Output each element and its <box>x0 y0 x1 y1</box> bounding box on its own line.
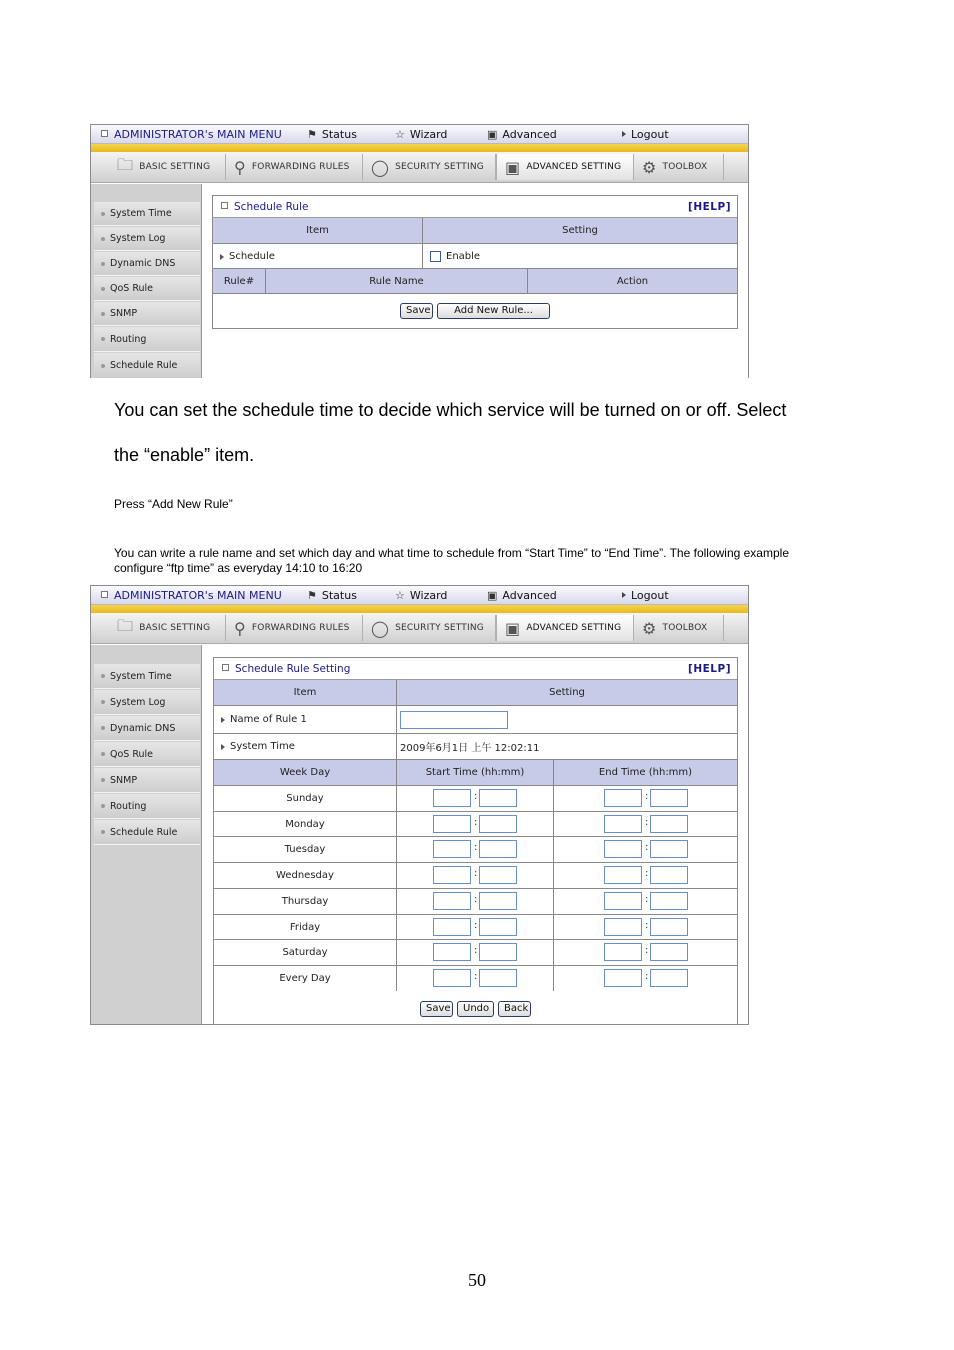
time-separator: : <box>474 945 478 956</box>
end-minute-input[interactable] <box>650 918 688 936</box>
status-link[interactable]: ⚑ Status <box>307 589 357 602</box>
folder-icon: 🗀 <box>117 154 134 174</box>
save-button[interactable]: Save <box>420 1001 453 1017</box>
schedule-rule-table <box>213 218 737 328</box>
end-time-cell <box>554 966 737 992</box>
arrow-right-icon <box>622 131 626 137</box>
paragraph-press-add-new-rule: Press “Add New Rule” <box>114 497 233 511</box>
start-time-cell <box>397 786 554 812</box>
sidebar <box>91 184 202 378</box>
end-hour-input[interactable] <box>604 918 642 936</box>
page-number: 50 <box>468 1270 486 1290</box>
wizard-icon: ☆ <box>395 589 405 602</box>
time-separator: : <box>645 817 649 828</box>
square-icon <box>221 202 228 209</box>
advanced-icon: ▣ <box>487 589 498 602</box>
week-day-label: Wednesday <box>214 863 397 889</box>
week-day-label: Thursday <box>214 889 397 915</box>
start-time-cell <box>397 837 554 863</box>
start-time-cell <box>397 940 554 966</box>
help-link[interactable]: [HELP] <box>688 201 731 213</box>
end-time-cell <box>554 837 737 863</box>
start-hour-input[interactable] <box>433 866 471 884</box>
advanced-link[interactable]: ▣ Advanced <box>487 589 557 602</box>
key-icon: ⚲ <box>234 618 246 638</box>
schedule-rule-setting-screenshot <box>90 585 749 1025</box>
end-time-cell <box>554 812 737 837</box>
start-minute-input[interactable] <box>479 789 517 807</box>
panel-title-bar <box>214 658 737 680</box>
sidebar-item-system-time[interactable]: System Time <box>94 202 200 226</box>
sidebar-item-snmp[interactable]: SNMP <box>94 768 200 793</box>
wizard-link[interactable]: ☆ Wizard <box>395 128 448 141</box>
start-hour-input[interactable] <box>433 840 471 858</box>
sidebar-item-system-log[interactable]: System Log <box>94 227 200 251</box>
add-new-rule-button[interactable]: Add New Rule... <box>437 303 550 319</box>
start-time-cell <box>397 915 554 940</box>
end-time-cell <box>554 889 737 915</box>
tab-basic-setting[interactable]: 🗀 BASIC SETTING <box>109 154 226 180</box>
sidebar-item-routing[interactable]: Routing <box>94 794 200 819</box>
col-action: Action <box>528 269 737 294</box>
panel-title-bar <box>213 196 737 218</box>
square-icon <box>222 664 229 671</box>
paragraph-schedule-intro-line2: the “enable” item. <box>114 445 255 465</box>
back-button[interactable]: Back <box>498 1001 531 1017</box>
sidebar-item-qos-rule[interactable]: QoS Rule <box>94 742 200 767</box>
start-minute-input[interactable] <box>479 969 517 987</box>
sidebar-item-routing[interactable]: Routing <box>94 327 200 352</box>
top-menu <box>91 125 748 144</box>
start-time-cell <box>397 889 554 915</box>
tab-advanced-setting[interactable]: ▣ ADVANCED SETTING <box>496 154 634 180</box>
folder-icon: 🗀 <box>117 615 134 635</box>
week-day-label: Every Day <box>214 966 397 992</box>
wizard-link[interactable]: ☆ Wizard <box>395 589 448 602</box>
end-hour-input[interactable] <box>604 943 642 961</box>
col-rule-name: Rule Name <box>266 269 528 294</box>
rule-name-label: Name of Rule 1 <box>214 706 397 734</box>
arrow-right-icon <box>622 592 626 598</box>
logout-link[interactable]: Logout <box>622 589 669 602</box>
router-icon: ◯ <box>371 157 390 177</box>
col-setting: Setting <box>423 218 737 244</box>
save-button[interactable]: Save <box>400 303 433 319</box>
start-time-cell <box>397 812 554 837</box>
sidebar-item-system-log[interactable]: System Log <box>94 690 200 715</box>
start-time-cell <box>397 966 554 992</box>
end-minute-input[interactable] <box>650 943 688 961</box>
week-day-label: Tuesday <box>214 837 397 863</box>
undo-button[interactable]: Undo <box>457 1001 494 1017</box>
advanced-icon: ▣ <box>505 157 521 177</box>
help-link[interactable]: [HELP] <box>688 663 731 675</box>
start-minute-input[interactable] <box>479 866 517 884</box>
schedule-rule-setting-table <box>214 680 737 1025</box>
col-start-time: Start Time (hh:mm) <box>397 760 554 786</box>
start-minute-input[interactable] <box>479 815 517 833</box>
tab-basic-setting[interactable]: 🗀 BASIC SETTING <box>109 615 226 641</box>
week-day-label: Saturday <box>214 940 397 966</box>
time-separator: : <box>645 971 649 982</box>
end-minute-input[interactable] <box>650 789 688 807</box>
square-icon <box>101 591 108 598</box>
start-minute-input[interactable] <box>479 918 517 936</box>
time-separator: : <box>474 868 478 879</box>
col-item: Item <box>213 218 423 244</box>
time-separator: : <box>474 971 478 982</box>
col-rule-num: Rule# <box>213 269 266 294</box>
time-separator: : <box>645 920 649 931</box>
end-time-cell <box>554 863 737 889</box>
schedule-rule-setting-panel <box>213 657 738 1025</box>
main-tab-bar <box>91 613 748 644</box>
tab-toolbox[interactable]: ⚙ TOOLBOX <box>634 615 724 641</box>
tab-security-setting[interactable]: ◯ SECURITY SETTING <box>363 615 496 641</box>
sidebar-item-qos-rule[interactable]: QoS Rule <box>94 277 200 301</box>
end-minute-input[interactable] <box>650 892 688 910</box>
admin-main-menu-link[interactable]: ADMINISTRATOR's MAIN MENU <box>101 128 282 141</box>
paragraph-schedule-intro-line1: You can set the schedule time to decide which service will be turned on or off. Select <box>114 400 787 420</box>
time-separator: : <box>474 791 478 802</box>
start-minute-input[interactable] <box>479 892 517 910</box>
end-hour-input[interactable] <box>604 866 642 884</box>
wizard-icon: ☆ <box>395 128 405 141</box>
panel-title: Schedule Rule <box>234 201 309 213</box>
start-minute-input[interactable] <box>479 840 517 858</box>
end-minute-input[interactable] <box>650 815 688 833</box>
sidebar-item-snmp[interactable]: SNMP <box>94 302 200 326</box>
advanced-link[interactable]: ▣ Advanced <box>487 128 557 141</box>
advanced-icon: ▣ <box>505 618 521 638</box>
start-hour-input[interactable] <box>433 892 471 910</box>
advanced-icon: ▣ <box>487 128 498 141</box>
status-link[interactable]: ⚑ Status <box>307 128 357 141</box>
button-row <box>213 294 737 328</box>
end-time-cell <box>554 940 737 966</box>
end-hour-input[interactable] <box>604 815 642 833</box>
col-week-day: Week Day <box>214 760 397 786</box>
start-hour-input[interactable] <box>433 815 471 833</box>
end-hour-input[interactable] <box>604 969 642 987</box>
start-hour-input[interactable] <box>433 918 471 936</box>
schedule-enable[interactable]: Enable <box>423 244 737 269</box>
col-item: Item <box>214 680 397 706</box>
time-separator: : <box>645 945 649 956</box>
sidebar-item-schedule-rule[interactable]: Schedule Rule <box>94 353 200 378</box>
schedule-rule-panel <box>212 195 738 329</box>
time-separator: : <box>645 791 649 802</box>
rule-name-cell <box>397 706 737 734</box>
end-hour-input[interactable] <box>604 892 642 910</box>
button-row <box>214 991 737 1025</box>
time-separator: : <box>474 817 478 828</box>
system-time-label: System Time <box>214 734 397 760</box>
top-menu <box>91 586 748 605</box>
status-icon: ⚑ <box>307 128 317 141</box>
tab-forwarding-rules[interactable]: ⚲ FORWARDING RULES <box>226 615 363 641</box>
time-separator: : <box>474 920 478 931</box>
tab-security-setting[interactable]: ◯ SECURITY SETTING <box>363 154 496 180</box>
time-separator: : <box>645 842 649 853</box>
col-end-time: End Time (hh:mm) <box>554 760 737 786</box>
router-icon: ◯ <box>371 618 390 638</box>
week-day-label: Friday <box>214 915 397 940</box>
week-day-label: Monday <box>214 812 397 837</box>
key-icon: ⚲ <box>234 157 246 177</box>
sidebar <box>91 645 202 1025</box>
start-hour-input[interactable] <box>433 789 471 807</box>
menu-divider <box>91 144 748 152</box>
start-time-cell <box>397 863 554 889</box>
sidebar-item-system-time[interactable]: System Time <box>94 664 200 689</box>
logout-link[interactable]: Logout <box>622 128 669 141</box>
time-separator: : <box>474 894 478 905</box>
rule-name-input[interactable] <box>400 711 508 729</box>
end-time-cell <box>554 915 737 940</box>
time-separator: : <box>645 894 649 905</box>
time-separator: : <box>645 868 649 879</box>
start-hour-input[interactable] <box>433 969 471 987</box>
week-day-label: Sunday <box>214 786 397 812</box>
sidebar-item-schedule-rule[interactable]: Schedule Rule <box>94 820 200 845</box>
start-minute-input[interactable] <box>479 943 517 961</box>
paragraph-rule-example-line2: configure “ftp time” as everyday 14:10 to 16:20 <box>114 561 363 575</box>
main-tab-bar <box>91 152 748 183</box>
sidebar-item-dynamic-dns[interactable]: Dynamic DNS <box>94 716 200 741</box>
menu-divider <box>91 605 748 613</box>
tab-forwarding-rules[interactable]: ⚲ FORWARDING RULES <box>226 154 363 180</box>
status-icon: ⚑ <box>307 589 317 602</box>
col-setting: Setting <box>397 680 737 706</box>
tab-advanced-setting[interactable]: ▣ ADVANCED SETTING <box>496 615 634 641</box>
panel-title: Schedule Rule Setting <box>235 663 351 675</box>
end-minute-input[interactable] <box>650 866 688 884</box>
end-minute-input[interactable] <box>650 969 688 987</box>
toolbox-icon: ⚙ <box>642 618 657 638</box>
enable-checkbox[interactable] <box>430 251 441 262</box>
end-hour-input[interactable] <box>604 789 642 807</box>
end-minute-input[interactable] <box>650 840 688 858</box>
paragraph-rule-example-line1: You can write a rule name and set which day and what time to schedule from “Start Time” to “End Time”. The following example <box>114 546 789 560</box>
schedule-rule-screenshot <box>90 124 749 378</box>
sidebar-item-dynamic-dns[interactable]: Dynamic DNS <box>94 252 200 276</box>
end-hour-input[interactable] <box>604 840 642 858</box>
system-time-value: 2009年6月1日 上午 12:02:11 <box>397 734 737 760</box>
end-time-cell <box>554 786 737 812</box>
toolbox-icon: ⚙ <box>642 157 657 177</box>
tab-toolbox[interactable]: ⚙ TOOLBOX <box>634 154 724 180</box>
time-separator: : <box>474 842 478 853</box>
schedule-row-label: Schedule <box>213 244 423 269</box>
start-hour-input[interactable] <box>433 943 471 961</box>
square-icon <box>101 130 108 137</box>
admin-main-menu-link[interactable]: ADMINISTRATOR's MAIN MENU <box>101 589 282 602</box>
